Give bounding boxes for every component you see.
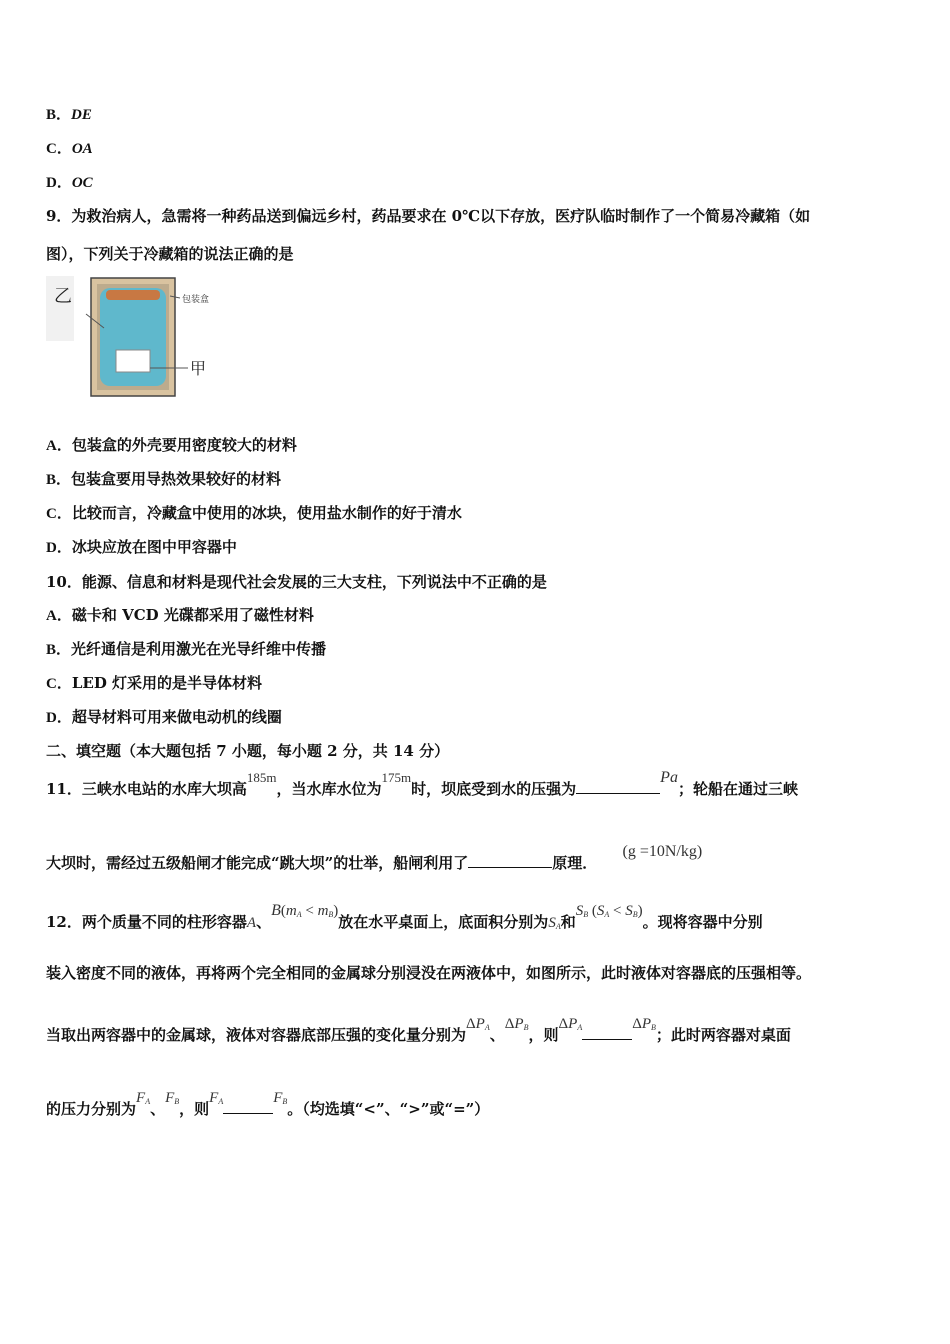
section-title: 二、填空题（本大题包括 7 小题，每小题 2 分，共 14 分） <box>46 742 450 760</box>
q12-line3: 当取出两容器中的金属球，液体对容器底部压强的变化量分别为$\Delta P_A$、$\Delta P_B$，则$\Delta P_A$ $\Delta P_B$；此时两容器对桌面 <box>46 1016 791 1044</box>
option-c-q8: C．OA <box>46 141 93 157</box>
q12-line2: 装入密度不同的液体，再将两个完全相同的金属球分别浸没在两液体中，如图所示，此时液体对容器底的压强相等。 <box>46 964 812 982</box>
q9-stem-line2: 图），下列关于冷藏箱的说法正确的是 <box>46 245 294 263</box>
q12-line4: 的压力分别为$F_A$、$F_B$，则$F_A$ $F_B$。（均选填“<”、“>”或“=”） <box>46 1090 490 1118</box>
q10-option-c: C．LED 灯采用的是半导体材料 <box>46 674 263 692</box>
q11-line2: 大坝时，需经过五级船闸才能完成“跳大坝”的壮举，船闸利用了 原理． (g =10N/kg) <box>46 843 703 872</box>
option-d-q8: D．OC <box>46 175 93 191</box>
q9-option-b: B．包装盒要用导热效果较好的材料 <box>46 470 282 488</box>
label-yi: 乙 <box>54 286 72 307</box>
q11-line1: 11．三峡水电站的水库大坝高185m，当水库水位为175m时，坝底受到水的压强为Pa；轮船在通过三峡 <box>46 769 798 798</box>
answer-blank[interactable] <box>468 853 552 868</box>
q9-stem-line1: 9．为救治病人，急需将一种药品送到偏远乡村，药品要求在 0℃以下存放，医疗队临时制作了一个简易冷藏箱（如 <box>46 207 811 225</box>
q10-stem: 10．能源、信息和材料是现代社会发展的三大支柱，下列说法中不正确的是 <box>46 573 547 591</box>
q9-option-c: C．比较而言，冷藏盒中使用的冰块，使用盐水制作的好于清水 <box>46 504 462 522</box>
q10-option-d: D．超导材料可用来做电动机的线圈 <box>46 708 282 726</box>
answer-blank[interactable] <box>576 779 660 794</box>
cooler-diagram <box>46 276 226 401</box>
q9-option-d: D．冰块应放在图中甲容器中 <box>46 538 237 556</box>
q9-option-a: A．包装盒的外壳要用密度较大的材料 <box>46 436 297 454</box>
option-b-q8: B．DE <box>46 107 92 123</box>
answer-blank[interactable] <box>582 1025 632 1040</box>
q10-option-a: A．磁卡和 VCD 光碟都采用了磁性材料 <box>46 606 314 624</box>
label-box: 包装盒 <box>182 295 210 305</box>
q12-line1: 12．两个质量不同的柱形容器A、$B(m_A < m_B)$放在水平桌面上，底面积分别为$S_A$和$S_B$ $(S_A < S_B)$。现将容器中分别 <box>46 902 763 931</box>
q10-option-b: B．光纤通信是利用激光在光导纤维中传播 <box>46 640 327 658</box>
answer-blank[interactable] <box>223 1099 273 1114</box>
label-jia: 甲 <box>190 359 207 378</box>
cooler-box-figure <box>46 276 226 401</box>
